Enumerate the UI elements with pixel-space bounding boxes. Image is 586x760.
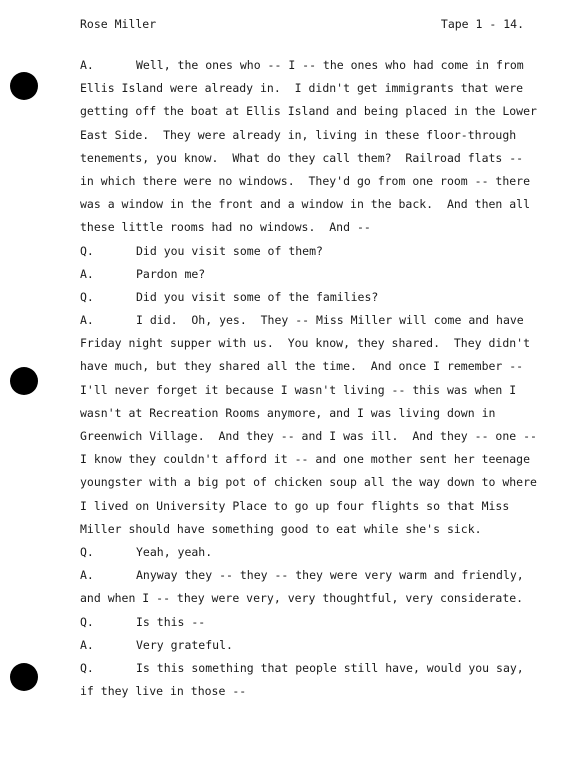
- transcript-line: [80, 240, 540, 263]
- transcript-line: [80, 309, 540, 332]
- line-text: East Side. They were already in, living in these floor-through: [80, 127, 517, 142]
- interviewee-name: Rose Miller: [80, 17, 157, 31]
- transcript-line: [80, 124, 540, 147]
- speaker-label: Q.: [80, 660, 94, 675]
- line-text: if they live in those --: [80, 684, 247, 699]
- transcript-line: [80, 100, 540, 123]
- line-text: I know they couldn't afford it -- and one mother sent her teenage: [80, 452, 531, 467]
- speaker-label: A.: [80, 568, 94, 583]
- binder-hole-bottom: [10, 663, 38, 691]
- speaker-label: A.: [80, 58, 94, 72]
- transcript-line: [80, 680, 540, 703]
- line-text: and when I -- they were very, very thoughtful, very considerate.: [80, 591, 524, 606]
- line-text: Miller should have something good to eat while she's sick.: [80, 521, 482, 536]
- line-text: Pardon me?: [136, 266, 206, 281]
- line-text: Anyway they -- they -- they were very warm and friendly,: [136, 568, 524, 583]
- line-text: Greenwich Village. And they -- and I was ill. And they -- one --: [80, 429, 537, 443]
- speaker-label: A.: [80, 266, 94, 281]
- transcript-line: [80, 147, 540, 170]
- line-text: Very grateful.: [136, 637, 233, 652]
- line-text: have much, but they shared all the time. And once I remember --: [80, 359, 524, 374]
- transcript-line: [80, 495, 540, 518]
- transcript-line: [80, 634, 540, 657]
- transcript-line: [80, 263, 540, 286]
- line-text: wasn't at Recreation Rooms anymore, and I was living down in: [80, 405, 496, 420]
- transcript-line: [80, 332, 540, 355]
- transcript-line: [80, 564, 540, 587]
- transcript-line: [80, 170, 540, 193]
- binder-hole-middle: [10, 367, 38, 395]
- speaker-label: A.: [80, 313, 94, 328]
- transcript-line: [80, 611, 540, 634]
- tape-page-number: Tape 1 - 14.: [440, 17, 524, 31]
- transcript-line: [80, 193, 540, 216]
- transcript-line: [80, 518, 540, 541]
- transcript-line: [80, 54, 540, 77]
- line-text: Yeah, yeah.: [136, 544, 213, 559]
- transcript-line: [80, 216, 540, 239]
- page-header: [80, 17, 524, 37]
- line-text: Is this something that people still have, would you say,: [136, 660, 524, 675]
- transcript-body: [80, 54, 540, 703]
- binder-hole-top: [10, 72, 38, 100]
- transcript-line: [80, 587, 540, 610]
- line-text: in which there were no windows. They'd go from one room -- there: [80, 173, 531, 188]
- transcript-line: [80, 541, 540, 564]
- line-text: Did you visit some of them?: [136, 243, 323, 258]
- transcript-line: [80, 425, 540, 448]
- transcript-line: [80, 448, 540, 471]
- transcript-line: [80, 471, 540, 494]
- speaker-label: Q.: [80, 614, 94, 629]
- transcript-line: [80, 657, 540, 680]
- line-text: Is this --: [136, 614, 206, 629]
- transcript-line: [80, 355, 540, 378]
- speaker-label: Q.: [80, 243, 94, 258]
- speaker-label: A.: [80, 637, 94, 652]
- line-text: I'll never forget it because I wasn't living -- this was when I: [80, 382, 517, 397]
- line-text: Did you visit some of the families?: [136, 289, 379, 304]
- line-text: Well, the ones who -- I -- the ones who had come in from: [136, 58, 524, 72]
- line-text: youngster with a big pot of chicken soup all the way down to where: [80, 475, 537, 490]
- line-text: these little rooms had no windows. And --: [80, 220, 371, 235]
- line-text: I did. Oh, yes. They -- Miss Miller will come and have: [136, 313, 524, 328]
- transcript-line: [80, 286, 540, 309]
- speaker-label: Q.: [80, 544, 94, 559]
- transcript-line: [80, 402, 540, 425]
- speaker-label: Q.: [80, 289, 94, 304]
- line-text: tenements, you know. What do they call them? Railroad flats --: [80, 150, 524, 165]
- line-text: I lived on University Place to go up four flights so that Miss: [80, 498, 510, 513]
- line-text: was a window in the front and a window in the back. And then all: [80, 197, 531, 212]
- line-text: Friday night supper with us. You know, they shared. They didn't: [80, 336, 531, 351]
- transcript-line: [80, 379, 540, 402]
- line-text: getting off the boat at Ellis Island and being placed in the Lower: [80, 104, 537, 119]
- transcript-line: [80, 77, 540, 100]
- line-text: Ellis Island were already in. I didn't get immigrants that were: [80, 81, 524, 96]
